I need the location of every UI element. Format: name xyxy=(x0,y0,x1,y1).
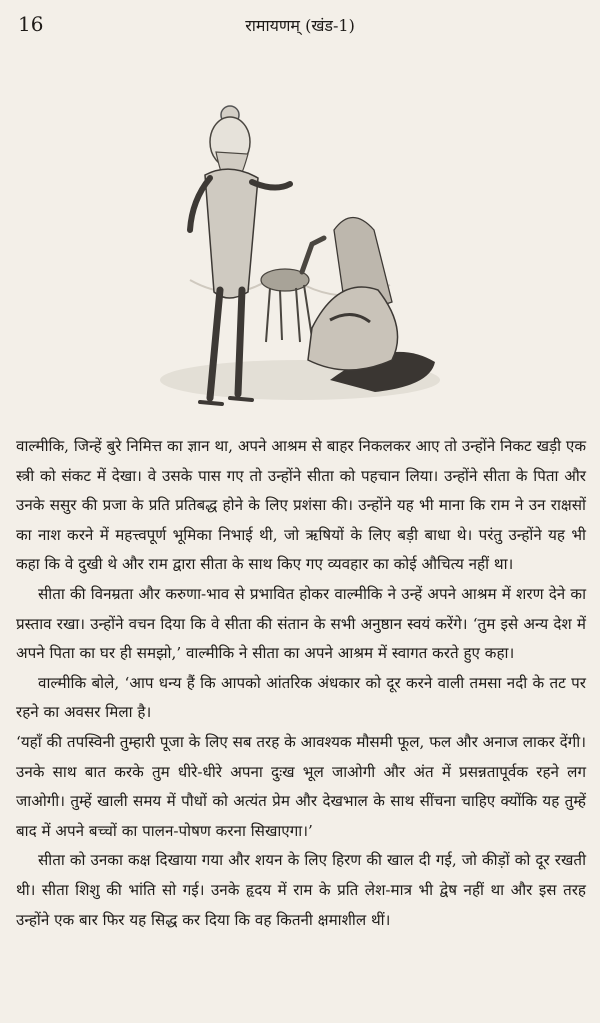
paragraph: वाल्मीकि बोले, ‘आप धन्य हैं कि आपको आंतरिक अंधकार को दूर करने वाली तमसा नदी के तट पर रहने का अवसर मिला है। xyxy=(16,673,586,722)
paragraph: सीता की विनम्रता और करुणा-भाव से प्रभावित होकर वाल्मीकि ने उन्हें अपने आश्रम में शरण देने का प्रस्ताव रखा। उन्होंने वचन दिया कि वे सीता की संतान के सभी अनुष्ठान स्वयं करेंगे। ‘तुम इसे अन्य देश में अपने पिता का घर ही समझो,’ वाल्मीकि ने सीता का अपने आश्रम में स्वागत करते हुए कहा। xyxy=(16,584,586,663)
sage-and-sita-illustration xyxy=(130,80,460,430)
running-title: रामायणम् (खंड-1) xyxy=(245,16,355,35)
paragraph: ‘यहाँ की तपस्विनी तुम्हारी पूजा के लिए सब तरह के आवश्यक मौसमी फूल, फल और अनाज लाकर देंगी। उनके साथ बात करके तुम धीरे-धीरे अपना दुःख भूल जाओगी और अंत में प्रसन्नतापूर्वक रहने लग जाओगी। तुम्हें खाली समय में पौधों को अत्यंत प्रेम और देखभाल के साथ सींचना चाहिए क्योंकि यह तुम्हें बाद में अपने बच्चों का पालन-पोषण करना सिखाएगा।’ xyxy=(16,732,586,840)
paragraph: सीता को उनका कक्ष दिखाया गया और शयन के लिए हिरण की खाल दी गई, जो कीड़ों को दूर रखती थी। सीता शिशु की भांति सो गई। उनके हृदय में राम के प्रति लेश-मात्र भी द्वेष नहीं था और इस तरह उन्होंने एक बार फिर यह सिद्ध कर दिया कि वह कितनी क्षमाशील थीं। xyxy=(16,851,586,929)
page-header xyxy=(18,8,582,38)
page-number: 16 xyxy=(18,12,44,36)
body-text xyxy=(16,432,586,935)
sage-figure xyxy=(190,106,290,404)
paragraph: वाल्मीकि, जिन्हें बुरे निमित्त का ज्ञान था, अपने आश्रम से बाहर निकलकर आए तो उन्होंने निकट खड़ी एक स्त्री को संकट में देखा। वे उसके पास गए तो उन्होंने सीता को पहचान लिया। उन्होंने सीता के पिता और उनके ससुर की प्रजा के प्रति प्रतिबद्ध होने के लिए प्रशंसा की। उन्होंने यह भी माना कि राम ने उन राक्षसों का नाश करने में महत्त्वपूर्ण भूमिका निभाई थी, जो ऋषियों के लिए बड़ी बाधा थे। परंतु उन्होंने यह भी कहा कि वे दुखी थे और राम द्वारा सीता के साथ किए गए व्यवहार का कोई औचित्य नहीं था। xyxy=(16,437,586,574)
